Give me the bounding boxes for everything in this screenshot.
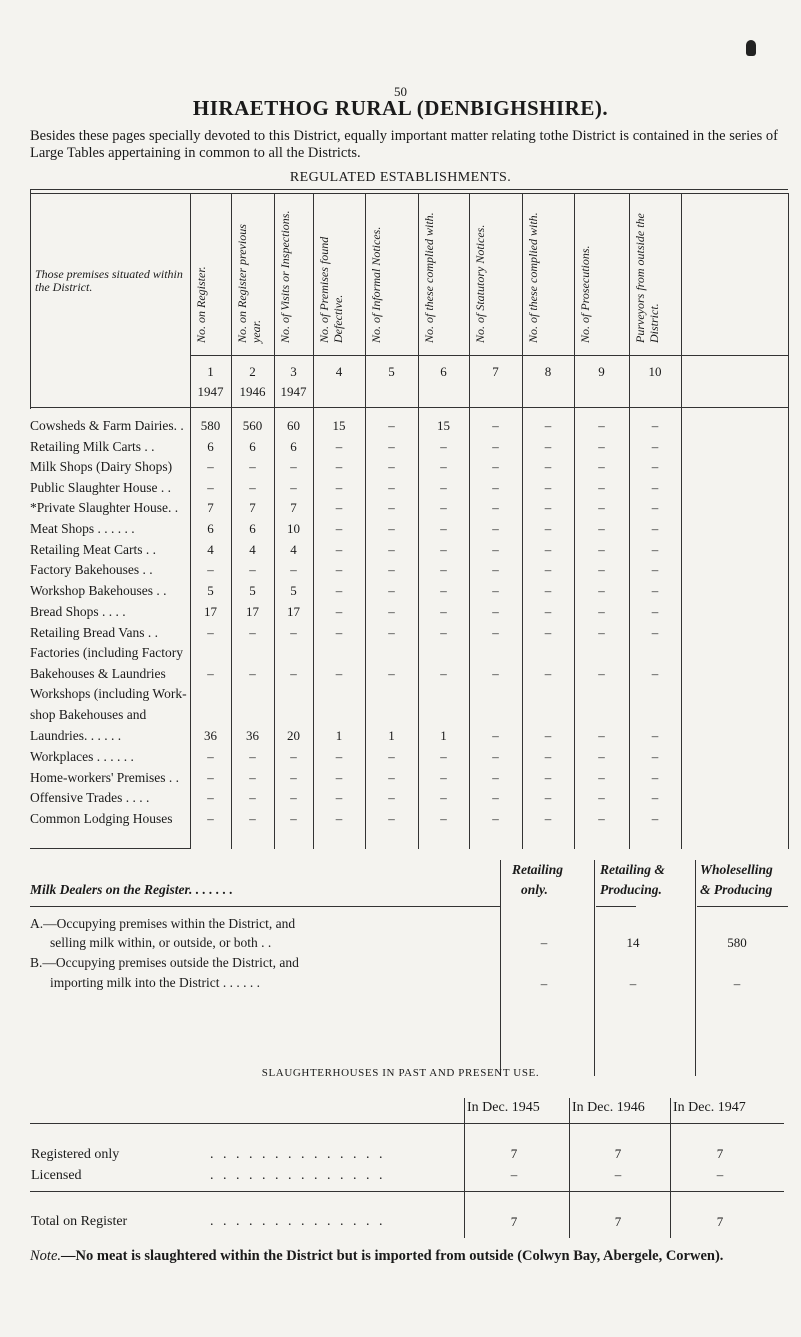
table-cell: 560 (242, 418, 263, 433)
slaughter-label-registered: Registered only (31, 1147, 120, 1162)
table-cell: 5 (249, 583, 256, 598)
milk-rule-left (30, 906, 500, 907)
table-cell: – (492, 480, 499, 495)
column-number-3: 3 (290, 364, 297, 379)
table-cell: – (651, 811, 659, 826)
milk-line-a2: selling milk within, or outside, or both . . (50, 935, 272, 950)
table-cell: – (335, 604, 343, 619)
table-cell: – (544, 625, 552, 640)
slaughter-total-rule (30, 1191, 784, 1192)
table-cell: – (335, 562, 343, 577)
table-cell: – (207, 811, 214, 826)
table-cell: – (492, 418, 499, 433)
milk-a-retailing: – (540, 935, 548, 950)
slaughter-divider-2 (569, 1098, 570, 1238)
table-cell: – (544, 439, 552, 454)
column-header-9: No. of Prosecutions. (578, 245, 592, 343)
table-cell: – (544, 770, 552, 785)
milk-line-b2: importing milk into the District . . . . . . (50, 975, 260, 990)
milk-divider-1 (500, 860, 501, 1076)
table-row-label: *Private Slaughter House. . (30, 500, 179, 515)
table-cell: – (440, 583, 447, 598)
column-rule (788, 193, 789, 849)
slaughter-reg-1946: 7 (614, 1146, 622, 1161)
table-cell: – (651, 625, 659, 640)
table-cell: – (440, 604, 447, 619)
table-cell: – (598, 604, 605, 619)
table-cell: – (651, 562, 659, 577)
table-cell: – (492, 542, 499, 557)
table-cell: – (544, 790, 552, 805)
table-cell: – (544, 542, 552, 557)
table-cell: – (249, 749, 256, 764)
table-cell: – (335, 625, 343, 640)
table-cell: – (335, 583, 343, 598)
column-number-10: 10 (648, 364, 662, 379)
milk-col2-line1: Retailing & (600, 862, 665, 877)
table-cell: – (440, 459, 447, 474)
slaughter-total-1945: 7 (510, 1214, 518, 1229)
table-cell: – (598, 666, 605, 681)
table-row-label: Workshop Bakehouses . . (30, 583, 167, 598)
table-cell: 20 (287, 728, 300, 743)
table-cell: – (290, 480, 297, 495)
table-row-label: Common Lodging Houses (30, 811, 173, 826)
milk-b-retailing: – (540, 976, 548, 991)
table-cell: – (492, 811, 499, 826)
table-cell: – (651, 583, 659, 598)
table-cell: – (290, 562, 297, 577)
table-cell: – (492, 459, 499, 474)
table-cell: – (290, 666, 297, 681)
table-cell: – (249, 811, 256, 826)
slaughter-head-1946: In Dec. 1946 (572, 1100, 645, 1115)
table-cell: – (492, 583, 499, 598)
table-cell: – (651, 439, 659, 454)
table-cell: – (492, 666, 499, 681)
table-cell: 17 (287, 604, 300, 619)
table-cell: 6 (249, 439, 256, 454)
table-cell: – (388, 666, 395, 681)
column-year-1: 1947 (197, 384, 224, 399)
table-row-label: Bakehouses & Laundries (30, 666, 166, 681)
table-cell: – (207, 480, 214, 495)
table-cell: – (440, 542, 447, 557)
column-header-4: No. of Premises found Defective. (317, 236, 345, 343)
body-top-rule (30, 407, 788, 408)
body-bottom-rule (30, 848, 190, 849)
milk-divider-3 (695, 860, 696, 1076)
table-cell: 17 (246, 604, 259, 619)
table-top-rule-2 (30, 193, 788, 194)
table-cell: – (440, 439, 447, 454)
table-cell: – (651, 418, 659, 433)
column-number-1: 1 (207, 364, 214, 379)
table-cell: – (207, 459, 214, 474)
table-cell: – (207, 749, 214, 764)
ink-mark (746, 40, 756, 56)
table-cell: – (544, 728, 552, 743)
intro-paragraph: Besides these pages specially devoted to this District, equally important matter relating tothe District is contained in the series of Large Tables appertaining in common to all the Districts. (30, 128, 778, 161)
slaughter-total-1946: 7 (614, 1214, 622, 1229)
table-cell: – (492, 521, 499, 536)
table-cell: – (388, 749, 395, 764)
table-cell: – (598, 418, 605, 433)
table-cell: 5 (207, 583, 214, 598)
table-cell: – (598, 500, 605, 515)
column-rule (681, 193, 682, 849)
column-year-3: 1947 (280, 384, 307, 399)
table-cell: – (440, 666, 447, 681)
table-row-label: Cowsheds & Farm Dairies. . (30, 418, 184, 433)
column-number-7: 7 (492, 364, 499, 379)
milk-col2-line2: Producing. (600, 882, 662, 897)
table-cell: – (335, 770, 343, 785)
table-cell: – (651, 604, 659, 619)
table-cell: – (207, 770, 214, 785)
table-cell: – (207, 790, 214, 805)
table-cell: – (544, 583, 552, 598)
table-cell: – (388, 625, 395, 640)
table-cell: – (492, 749, 499, 764)
table-cell: – (492, 728, 499, 743)
column-number-5: 5 (388, 364, 395, 379)
table-row-label: Bread Shops . . . . (30, 604, 126, 619)
table-cell: – (651, 770, 659, 785)
table-cell: – (335, 811, 343, 826)
column-number-6: 6 (440, 364, 447, 379)
table-cell: – (388, 770, 395, 785)
footnote-text: —No meat is slaughtered within the District but is imported from outside (Colwyn Bay, Abergele, Corwen). (61, 1248, 724, 1264)
table-cell: – (440, 790, 447, 805)
section-title: REGULATED ESTABLISHMENTS. (289, 170, 512, 185)
slaughter-label-total: Total on Register (31, 1214, 128, 1229)
table-cell: – (492, 604, 499, 619)
table-cell: 4 (207, 542, 214, 557)
table-cell: – (335, 666, 343, 681)
table-cell: – (335, 542, 343, 557)
table-cell: – (249, 459, 256, 474)
table-cell: – (249, 480, 256, 495)
column-header-7: No. of Statutory Notices. (473, 224, 487, 343)
table-cell: – (290, 770, 297, 785)
table-cell: 1 (388, 728, 395, 743)
table-row-label: Workplaces . . . . . . (30, 749, 134, 764)
table-cell: 6 (207, 439, 214, 454)
table-cell: – (598, 811, 605, 826)
table-cell: – (440, 521, 447, 536)
table-row-label: Factory Bakehouses . . (30, 562, 153, 577)
table-cell: 7 (290, 500, 297, 515)
table-cell: – (440, 480, 447, 495)
table-cell: – (207, 562, 214, 577)
table-cell: – (290, 811, 297, 826)
table-cell: – (388, 521, 395, 536)
table-cell: – (544, 500, 552, 515)
table-cell: – (290, 749, 297, 764)
table-cell: – (388, 542, 395, 557)
table-cell: – (388, 480, 395, 495)
table-cell: – (335, 500, 343, 515)
table-cell: – (544, 604, 552, 619)
table-cell: – (207, 625, 214, 640)
column-header-3: No. of Visits or Inspections. (278, 210, 292, 343)
column-number-8: 8 (544, 364, 552, 379)
table-cell: – (544, 480, 552, 495)
table-cell: – (290, 790, 297, 805)
table-row-label: Meat Shops . . . . . . (30, 521, 135, 536)
table-cell: – (335, 459, 343, 474)
table-cell: – (388, 583, 395, 598)
table-cell: – (651, 459, 659, 474)
table-cell: 6 (207, 521, 214, 536)
table-row-label: Public Slaughter House . . (30, 480, 171, 495)
table-cell: 36 (204, 728, 217, 743)
table-cell: 580 (200, 418, 221, 433)
leader-dots: . . . . . . . . . . . . . . (210, 1214, 386, 1229)
table-row-label: Factories (including Factory (30, 645, 183, 660)
table-cell: – (249, 790, 256, 805)
slaughter-divider-3 (670, 1098, 671, 1238)
leader-dots: . . . . . . . . . . . . . . (210, 1168, 386, 1183)
column-year-2: 1946 (239, 384, 266, 399)
table-cell: – (207, 666, 214, 681)
column-header-5: No. of Informal Notices. (369, 226, 383, 343)
milk-divider-2 (594, 860, 595, 1076)
footnote-prefix: Note. (30, 1248, 62, 1264)
table-cell: – (492, 625, 499, 640)
milk-a-wholesale: 580 (727, 935, 747, 950)
table-cell: – (544, 521, 552, 536)
table-cell: – (335, 439, 343, 454)
table-cell: 7 (207, 500, 214, 515)
table-cell: 5 (290, 583, 297, 598)
table-cell: 15 (332, 418, 346, 433)
column-header-10: Purveyors from outside the District. (633, 213, 661, 343)
table-cell: – (492, 790, 499, 805)
table-cell: 15 (437, 418, 450, 433)
slaughter-lic-1945: – (510, 1167, 518, 1182)
table-cell: – (598, 625, 605, 640)
column-number-4: 4 (335, 364, 343, 379)
table-cell: – (598, 480, 605, 495)
table-cell: – (388, 604, 395, 619)
table-row-label: Offensive Trades . . . . (30, 790, 150, 805)
table-cell: – (598, 583, 605, 598)
table-cell: – (651, 749, 659, 764)
table-cell: – (440, 562, 447, 577)
table-cell: – (544, 749, 552, 764)
table-cell: – (388, 790, 395, 805)
table-row-label: Retailing Milk Carts . . (30, 439, 155, 454)
table-cell: 4 (249, 542, 256, 557)
table-cell: – (651, 521, 659, 536)
table-cell: – (335, 521, 343, 536)
table-cell: – (544, 666, 552, 681)
table-cell: – (651, 790, 659, 805)
table-cell: – (249, 666, 256, 681)
table-cell: – (440, 500, 447, 515)
table-cell: – (249, 770, 256, 785)
table-row-label: Retailing Bread Vans . . (30, 625, 158, 640)
table-cell: – (598, 728, 605, 743)
table-cell: 1 (335, 728, 343, 743)
table-cell: 60 (287, 418, 300, 433)
table-cell: – (290, 625, 297, 640)
table-row-label: Workshops (including Work- (30, 686, 187, 701)
milk-rule-right (697, 906, 788, 907)
milk-col3-line1: Wholeselling (700, 862, 773, 877)
slaughter-reg-1947: 7 (716, 1146, 724, 1161)
milk-rule-mid (596, 906, 636, 907)
table-cell: – (651, 480, 659, 495)
milk-col1-line2: only. (521, 882, 548, 897)
table-cell: – (651, 500, 659, 515)
column-number-2: 2 (249, 364, 256, 379)
slaughter-reg-1945: 7 (510, 1146, 518, 1161)
table-cell: – (544, 562, 552, 577)
milk-b-wholesale: – (733, 976, 741, 991)
page-title: HIRAETHOG RURAL (DENBIGHSHIRE). (192, 96, 609, 120)
slaughter-head-1947: In Dec. 1947 (673, 1100, 746, 1115)
table-cell: – (598, 749, 605, 764)
table-cell: – (440, 749, 447, 764)
milk-dealers-heading: Milk Dealers on the Register. . . . . . . (30, 882, 233, 897)
table-left-rule (30, 189, 31, 409)
table-cell: 17 (204, 604, 217, 619)
table-cell: – (492, 500, 499, 515)
table-cell: – (651, 666, 659, 681)
table-cell: – (492, 439, 499, 454)
header-divider (190, 355, 788, 356)
table-cell: – (335, 480, 343, 495)
milk-line-a1: A.—Occupying premises within the District, and (30, 916, 296, 931)
table-cell: – (388, 439, 395, 454)
table-cell: – (388, 418, 395, 433)
table-cell: – (335, 790, 343, 805)
table-cell: – (440, 770, 447, 785)
slaughter-head-1945: In Dec. 1945 (467, 1100, 540, 1115)
table-cell: – (598, 521, 605, 536)
table-cell: – (544, 811, 552, 826)
column-header-8: No. of these complied with. (526, 212, 540, 343)
table-cell: 10 (287, 521, 300, 536)
premises-header: Those premises situated within the District. (35, 267, 183, 294)
slaughter-total-1947: 7 (716, 1214, 724, 1229)
table-cell: – (492, 562, 499, 577)
table-cell: – (651, 728, 659, 743)
table-cell: – (388, 562, 395, 577)
table-cell: 4 (290, 542, 297, 557)
table-cell: 1 (440, 728, 447, 743)
column-header-1: No. on Register. (194, 266, 208, 343)
table-cell: – (335, 749, 343, 764)
table-cell: – (388, 500, 395, 515)
slaughter-head-rule (30, 1123, 784, 1124)
table-cell: 36 (246, 728, 259, 743)
column-header-6: No. of these complied with. (422, 212, 436, 343)
table-row-label: Laundries. . . . . . (30, 728, 122, 743)
page-number: 50 (394, 84, 407, 99)
milk-a-retail-produce: 14 (626, 935, 640, 950)
table-cell: – (388, 811, 395, 826)
slaughter-lic-1947: – (716, 1167, 724, 1182)
table-cell: – (598, 459, 605, 474)
column-number-9: 9 (598, 364, 605, 379)
slaughter-divider-1 (464, 1098, 465, 1238)
table-cell: – (598, 542, 605, 557)
table-cell: – (598, 439, 605, 454)
table-row-label: Retailing Meat Carts . . (30, 542, 156, 557)
table-row-label: Milk Shops (Dairy Shops) (30, 459, 173, 474)
column-header-2: No. on Register previous year. (235, 224, 263, 343)
table-cell: – (249, 625, 256, 640)
slaughterhouses-title: SLAUGHTERHOUSES IN PAST AND PRESENT USE. (261, 1067, 540, 1079)
table-cell: – (440, 625, 447, 640)
table-cell: – (651, 542, 659, 557)
table-cell: – (598, 770, 605, 785)
table-cell: 7 (249, 500, 256, 515)
table-row-label: shop Bakehouses and (30, 707, 147, 722)
table-cell: – (388, 459, 395, 474)
table-cell: – (544, 459, 552, 474)
table-cell: – (440, 811, 447, 826)
table-cell: – (598, 790, 605, 805)
table-cell: – (598, 562, 605, 577)
table-cell: – (492, 770, 499, 785)
footnote (30, 1246, 778, 1266)
table-cell: 6 (249, 521, 256, 536)
table-cell: – (290, 459, 297, 474)
table-top-rule (30, 189, 788, 190)
slaughter-label-licensed: Licensed (31, 1168, 82, 1183)
table-row-label: Home-workers' Premises . . (30, 770, 180, 785)
table-cell: – (544, 418, 552, 433)
slaughter-lic-1946: – (614, 1167, 622, 1182)
milk-line-b1: B.—Occupying premises outside the District, and (30, 955, 299, 970)
table-cell: 6 (290, 439, 297, 454)
leader-dots: . . . . . . . . . . . . . . (210, 1147, 386, 1162)
table-cell: – (249, 562, 256, 577)
milk-col3-line2: & Producing (700, 882, 773, 897)
milk-col1-line1: Retailing (512, 862, 564, 877)
milk-b-retail-produce: – (629, 976, 637, 991)
